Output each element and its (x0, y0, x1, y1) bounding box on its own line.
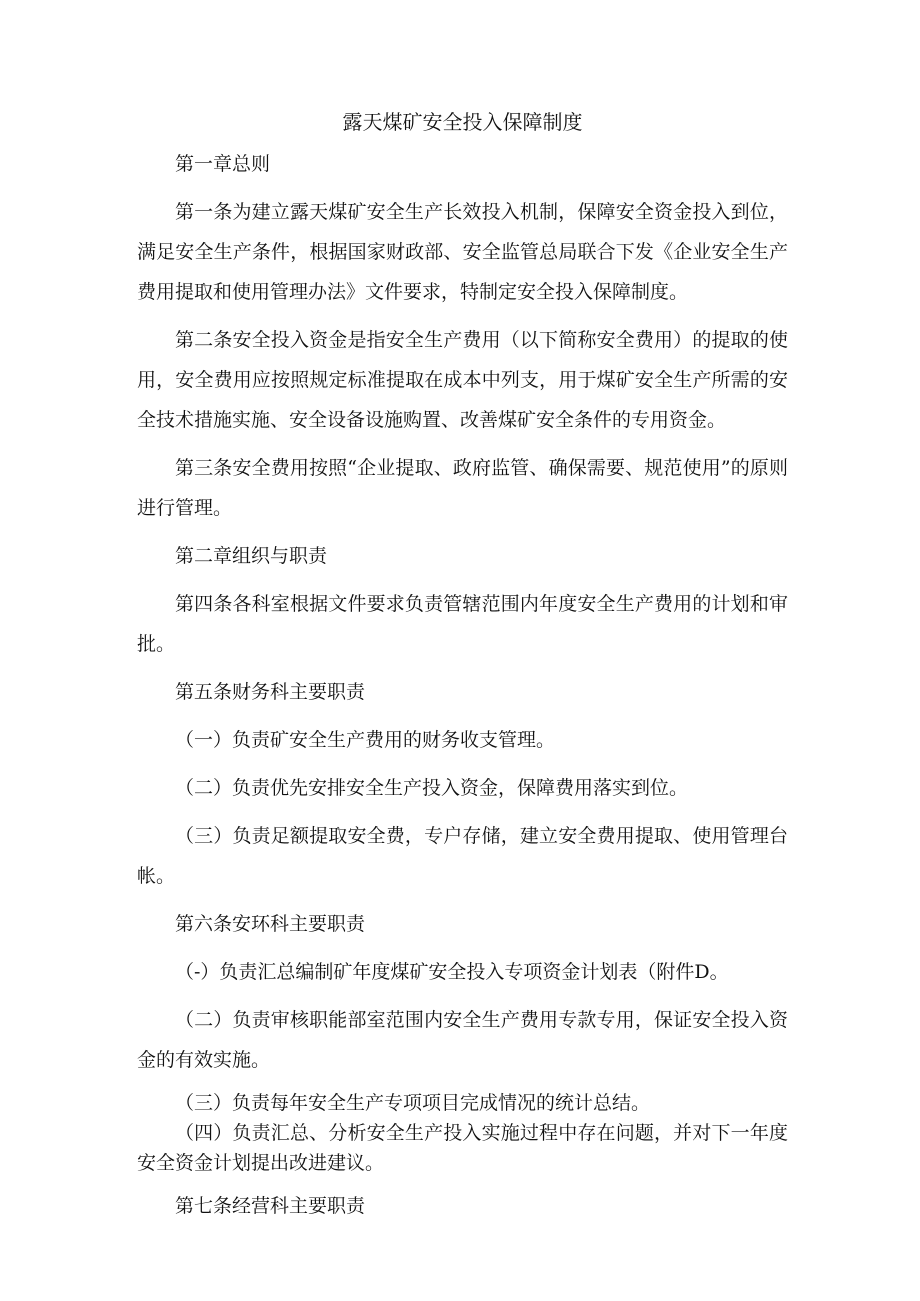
article-paragraph: 第四条各科室根据文件要求负责管辖范围内年度安全生产费用的计划和审批。 (137, 593, 788, 655)
chapter-heading: 第二章组织与职责 (175, 545, 328, 567)
list-item: （二）负责优先安排安全生产投入资金，保障费用落实到位。 (175, 777, 689, 799)
list-item: （四）负责汇总、分析安全生产投入实施过程中存在问题，并对下一年度安全资金计划提出改进建议。 (137, 1122, 788, 1174)
list-item: （二）负责审核职能部室范围内安全生产费用专款专用，保证安全投入资金的有效实施。 (137, 1009, 788, 1071)
list-item: （三）负责每年安全生产专项项目完成情况的统计总结。 (175, 1092, 651, 1114)
article-paragraph: 第二条安全投入资金是指安全生产费用（以下简称安全费用）的提取的使用，安全费用应按照规定标准提取在成本中列支，用于煤矿安全生产所需的安全技术措施实施、安全设备设施购置、改善煤矿安全条件的专用资金。 (137, 329, 788, 431)
article-paragraph: 第五条财务科主要职责 (175, 681, 366, 703)
article-paragraph: 第七条经营科主要职责 (175, 1195, 366, 1217)
list-item: （-）负责汇总编制矿年度煤矿安全投入专项资金计划表（附件D。 (175, 961, 729, 983)
article-paragraph: 第一条为建立露天煤矿安全生产长效投入机制，保障安全资金投入到位，满足安全生产条件，根据国家财政部、安全监管总局联合下发《企业安全生产费用提取和使用管理办法》文件要求，特制定安全投入保障制度。 (137, 201, 788, 303)
article-paragraph: 第三条安全费用按照“企业提取、政府监管、确保需要、规范使用”的原则进行管理。 (137, 457, 788, 519)
document-title: 露天煤矿安全投入保障制度 (342, 110, 583, 134)
list-item: （一）负责矿安全生产费用的财务收支管理。 (175, 729, 556, 751)
article-paragraph: 第六条安环科主要职责 (175, 913, 366, 935)
list-item: （三）负责足额提取安全费，专户存储，建立安全费用提取、使用管理台帐。 (137, 825, 788, 887)
chapter-heading: 第一章总则 (175, 153, 271, 175)
